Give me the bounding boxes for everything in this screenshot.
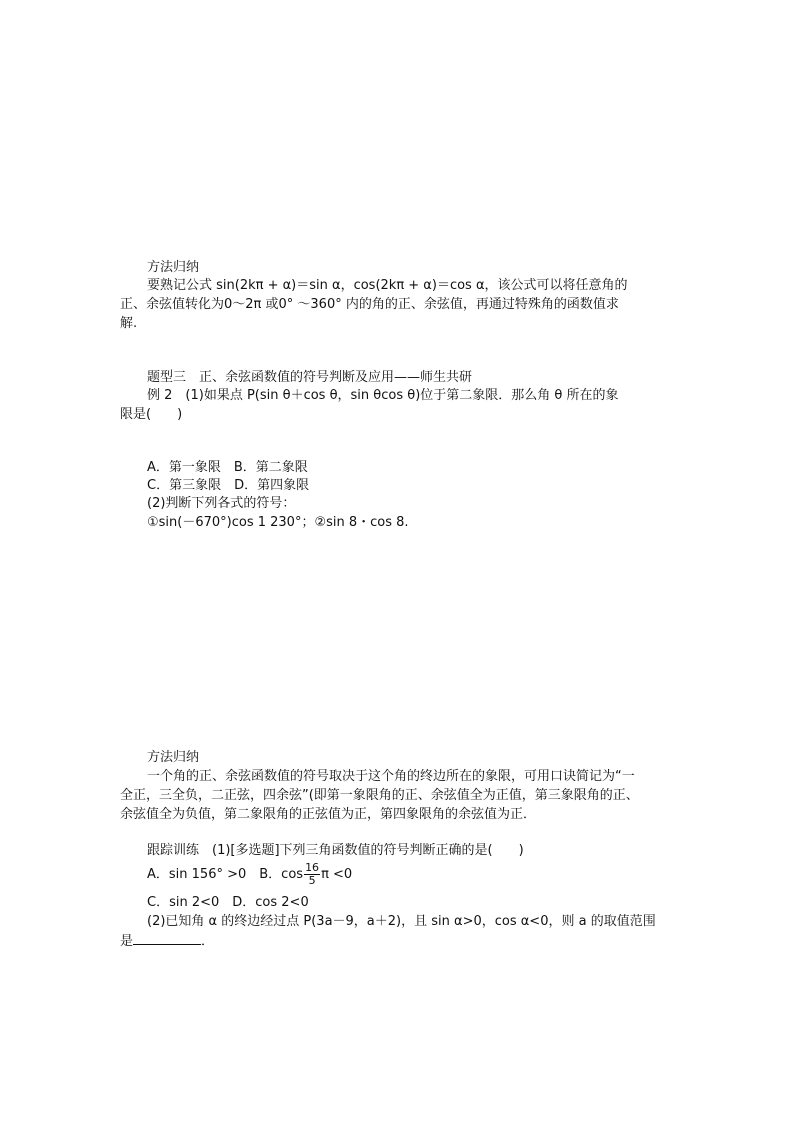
method-summary-text-line: 正、余弦值转化为0～2π 或0° ～360° 内的角的正、余弦值，再通过特殊角的函数值求 xyxy=(120,297,619,312)
method-summary-heading: 方法归纳 xyxy=(147,750,200,765)
practice-part-2-line xyxy=(120,932,214,951)
practice-heading: 跟踪训练 (1)[多选题]下列三角函数值的符号判断正确的是( ) xyxy=(147,843,524,858)
example-2-options-ab: A．第一象限 B．第二象限 xyxy=(147,460,308,475)
fraction xyxy=(304,862,320,887)
practice-options-cd: C．sin 2<0 D．cos 2<0 xyxy=(147,895,309,910)
section-heading: 题型三 正、余弦函数值的符号判断及应用——师生共研 xyxy=(147,370,473,385)
fraction-denominator: 5 xyxy=(308,874,316,887)
answer-blank[interactable] xyxy=(133,932,201,945)
method-summary-text-line: 余弦值全为负值，第二象限角的正弦值为正，第四象限角的余弦值为正． xyxy=(120,807,537,822)
example-2-expressions: ①sin(－670°)cos 1 230°；②sin 8・cos 8. xyxy=(147,515,409,530)
answer-suffix: ． xyxy=(201,934,215,949)
example-2-options-cd: C．第三象限 D．第四象限 xyxy=(147,478,310,493)
method-summary-text-line: 要熟记公式 sin(2kπ + α)＝sin α，cos(2kπ + α)＝cos α，该公式可以将任意角的 xyxy=(147,278,628,293)
fraction-numerator: 16 xyxy=(305,861,320,874)
example-2-question-line: 例 2 (1)如果点 P(sin θ＋cos θ，sin θcos θ)位于第二象限．那么角 θ 所在的象 xyxy=(147,388,619,403)
method-summary-text-line: 全正，三全负，二正弦，四余弦”(即第一象限角的正、余弦值全为正值，第三象限角的正、 xyxy=(120,788,639,803)
method-summary-text-line: 一个角的正、余弦函数值的符号取决于这个角的终边所在的象限，可用口诀简记为“一 xyxy=(147,769,635,784)
practice-option-b-tail: π <0 xyxy=(321,867,353,882)
practice-option-a: A．sin 156° >0 B．cos xyxy=(147,867,304,882)
example-2-part-2: (2)判断下列各式的符号： xyxy=(147,496,296,511)
method-summary-heading: 方法归纳 xyxy=(147,260,200,275)
method-summary-text-line: 解. xyxy=(120,316,138,331)
example-2-question-line: 限是( ) xyxy=(120,407,183,422)
answer-prefix: 是 xyxy=(120,934,134,949)
practice-options-ab xyxy=(147,862,352,888)
practice-part-2-line: (2)已知角 α 的终边经过点 P(3a－9，a＋2)，且 sin α>0，cos α<0，则 a 的取值范围 xyxy=(147,914,656,929)
